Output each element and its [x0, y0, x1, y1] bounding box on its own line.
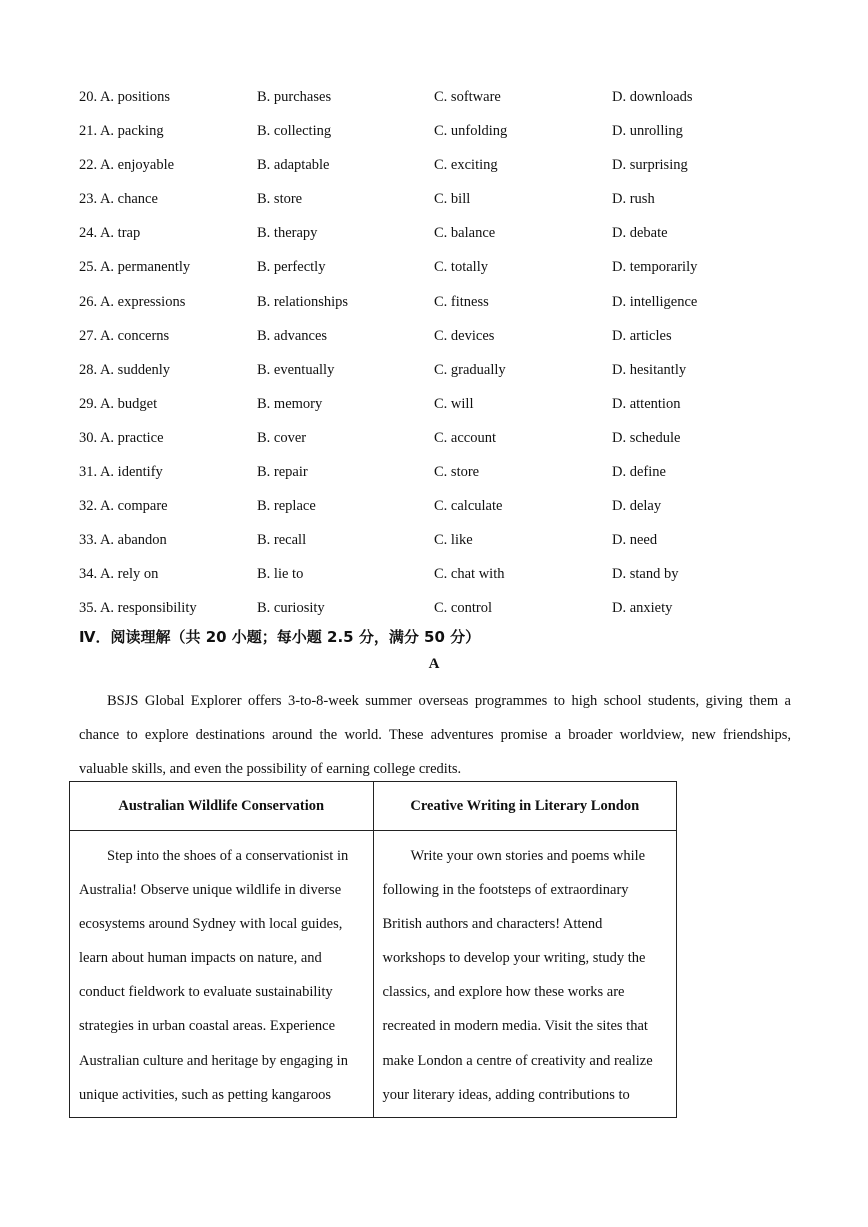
option-d: D. unrolling [612, 123, 683, 140]
option-d: D. intelligence [612, 293, 698, 310]
option-b: B. perfectly [257, 259, 326, 276]
option-b: B. repair [257, 464, 308, 481]
question-row [79, 563, 839, 597]
programmes-table [69, 781, 677, 1118]
table-cell: Step into the shoes of a conservationist in Australia! Observe unique wildlife in diverse ecosystems around Sydney with local guides, learn about human impacts on nature, and conduct fieldwork to evaluate sustainability strategies in urban coastal areas. Experience Australian culture and heritage by engaging in unique activities, such as petting kangaroos [70, 831, 374, 1118]
option-c: C. software [434, 89, 501, 105]
option-c: C. totally [434, 259, 488, 276]
option-c: C. balance [434, 225, 496, 242]
question-row [79, 154, 839, 188]
option-b: B. therapy [257, 225, 318, 242]
option-a: 35. A. responsibility [79, 600, 197, 617]
option-a: 22. A. enjoyable [79, 157, 175, 174]
option-c: C. like [434, 532, 473, 549]
option-d: D. need [612, 532, 658, 549]
passage-label: A [428, 656, 440, 672]
option-c: C. devices [434, 327, 495, 344]
table-header: Australian Wildlife Conservation [70, 782, 374, 831]
option-b: B. recall [257, 532, 307, 549]
option-d: D. debate [612, 225, 668, 242]
question-row [79, 393, 839, 427]
option-b: B. curiosity [257, 600, 325, 617]
question-row [79, 188, 839, 222]
option-d: D. delay [612, 498, 662, 515]
option-c: C. will [434, 395, 474, 412]
option-a: 20. A. positions [79, 89, 171, 105]
option-a: 28. A. suddenly [79, 361, 171, 378]
option-a: 24. A. trap [79, 225, 141, 242]
option-d: D. define [612, 464, 666, 481]
option-b: B. collecting [257, 123, 332, 140]
option-b: B. eventually [257, 361, 335, 378]
question-row [79, 325, 839, 359]
question-row [79, 427, 839, 461]
option-a: 32. A. compare [79, 498, 168, 515]
option-d: D. schedule [612, 429, 681, 446]
table-cell: Write your own stories and poems while following in the footsteps of extraordinary British authors and characters! Attend workshops to develop your writing, study the classics, and explore how these works are recreated in modern media. Visit the sites that make London a centre of creativity and realize your literary ideas, adding contributions to [373, 831, 677, 1118]
question-row [79, 86, 839, 120]
option-b: B. memory [257, 395, 323, 412]
option-b: B. store [257, 191, 303, 208]
option-d: D. anxiety [612, 600, 673, 617]
question-row [79, 359, 839, 393]
option-c: C. fitness [434, 293, 489, 310]
question-row [79, 120, 839, 154]
option-a: 25. A. permanently [79, 259, 191, 276]
option-a: 21. A. packing [79, 123, 164, 140]
option-d: D. attention [612, 395, 681, 412]
option-b: B. relationships [257, 293, 349, 310]
option-a: 33. A. abandon [79, 532, 167, 549]
table-row [70, 831, 677, 1118]
option-a: 31. A. identify [79, 464, 163, 481]
table-header: Creative Writing in Literary London [373, 782, 677, 831]
option-b: B. lie to [257, 566, 304, 583]
option-c: C. bill [434, 191, 471, 208]
option-d: D. articles [612, 327, 672, 344]
option-c: C. exciting [434, 157, 498, 174]
option-c: C. unfolding [434, 123, 508, 140]
option-d: D. downloads [612, 89, 693, 105]
section-heading: Ⅳ．阅读理解（共 20 小题；每小题 2.5 分，满分 50 分） [79, 628, 481, 646]
question-row [79, 222, 839, 256]
option-b: B. cover [257, 429, 307, 446]
answer-options-list [79, 86, 839, 632]
option-b: B. purchases [257, 89, 332, 105]
option-d: D. hesitantly [612, 361, 687, 378]
option-c: C. chat with [434, 566, 505, 583]
option-d: D. rush [612, 191, 655, 208]
question-row [79, 291, 839, 325]
option-d: D. temporarily [612, 259, 698, 276]
option-d: D. surprising [612, 157, 688, 174]
question-row [79, 495, 839, 529]
option-c: C. control [434, 600, 492, 617]
question-row [79, 256, 839, 290]
question-row [79, 461, 839, 495]
passage-intro: BSJS Global Explorer offers 3-to-8-week summer overseas programmes to high school students, giving them a chance to explore destinations around the world. These adventures promise a broader worldview, new friendships, valuable skills, and even the possibility of earning college credits. [79, 693, 791, 778]
option-a: 29. A. budget [79, 395, 158, 412]
option-a: 23. A. chance [79, 191, 158, 208]
option-d: D. stand by [612, 566, 679, 583]
option-c: C. account [434, 429, 497, 446]
option-c: C. store [434, 464, 480, 481]
option-a: 34. A. rely on [79, 566, 159, 583]
table-header-row [70, 782, 677, 831]
question-row [79, 529, 839, 563]
option-c: C. calculate [434, 498, 503, 515]
option-a: 30. A. practice [79, 429, 164, 446]
option-b: B. adaptable [257, 157, 330, 174]
option-b: B. replace [257, 498, 316, 515]
option-a: 27. A. concerns [79, 327, 170, 344]
option-a: 26. A. expressions [79, 293, 186, 310]
option-c: C. gradually [434, 361, 506, 378]
option-b: B. advances [257, 327, 328, 344]
